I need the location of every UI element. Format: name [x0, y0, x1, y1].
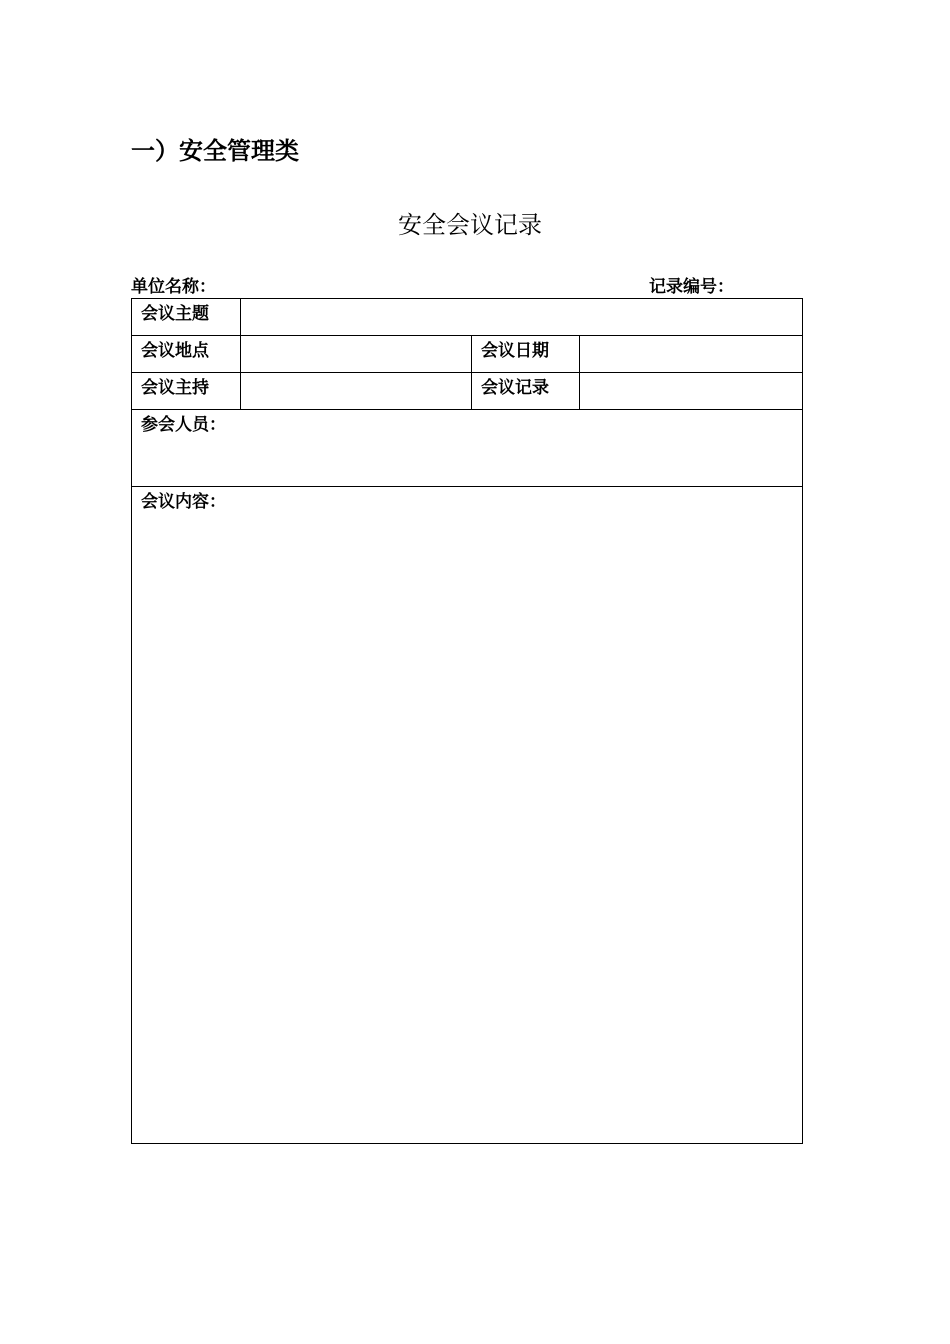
table-row-location-date: [132, 336, 803, 373]
section-heading: 一）安全管理类: [131, 137, 299, 165]
date-label: 会议日期: [472, 336, 580, 373]
location-label: 会议地点: [132, 336, 241, 373]
meeting-record-table: [131, 298, 803, 1144]
content-label: 会议内容：: [141, 492, 226, 512]
document-title: 安全会议记录: [398, 211, 542, 239]
table-row-host-recorder: [132, 373, 803, 410]
host-label: 会议主持: [132, 373, 241, 410]
table-row-attendees: [132, 410, 803, 487]
recorder-field[interactable]: [580, 373, 803, 410]
content-field[interactable]: [132, 487, 803, 1144]
attendees-field[interactable]: [132, 410, 803, 487]
subject-field[interactable]: [241, 299, 803, 336]
table-row-subject: [132, 299, 803, 336]
attendees-label: 参会人员：: [141, 415, 226, 435]
record-number-label: 记录编号：: [649, 277, 734, 297]
unit-name-label: 单位名称：: [131, 277, 216, 297]
date-field[interactable]: [580, 336, 803, 373]
host-field[interactable]: [241, 373, 472, 410]
subject-label: 会议主题: [132, 299, 241, 336]
table-row-content: [132, 487, 803, 1144]
location-field[interactable]: [241, 336, 472, 373]
recorder-label: 会议记录: [472, 373, 580, 410]
